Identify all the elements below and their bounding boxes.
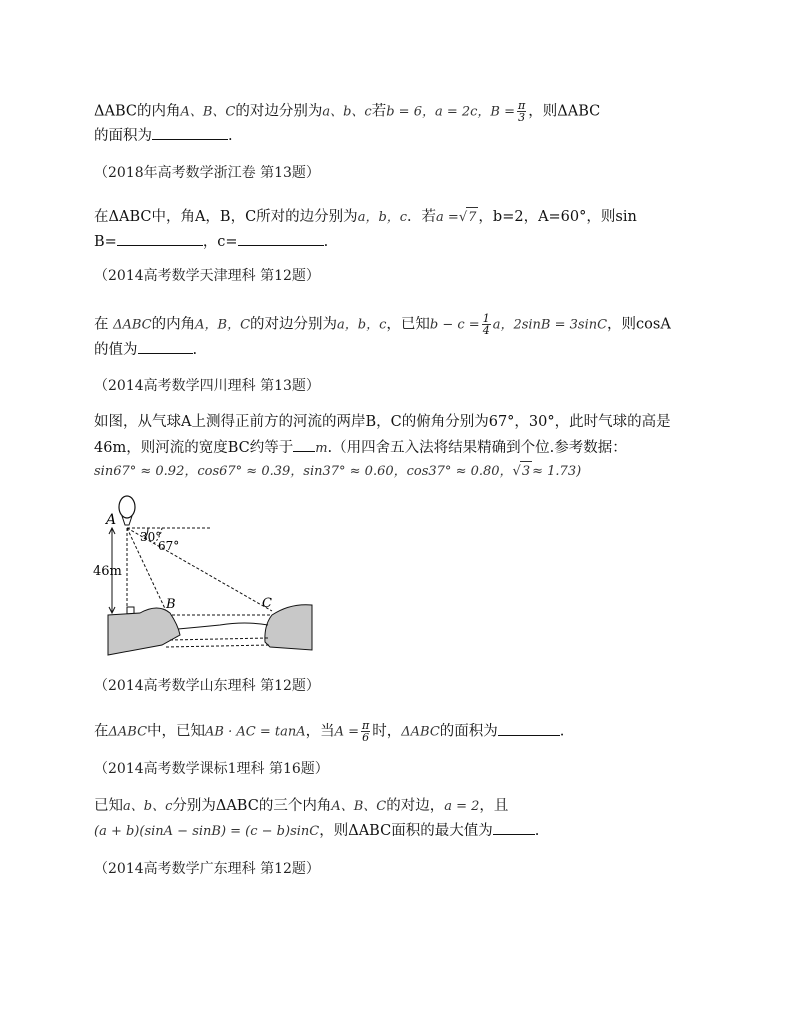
q1-frac-den: 3 <box>518 111 526 124</box>
q4-reference-data-2: ≈ 1.73) <box>532 464 582 479</box>
q1-source: （2018年高考数学浙江卷 第13题） <box>94 165 320 181</box>
q5-text3: ，当 <box>305 723 335 740</box>
q4-text: 46m，则河流的宽度BC约等于 <box>94 440 294 456</box>
label-angle-67: 67° <box>158 539 180 553</box>
q5-text5: 的面积为 <box>439 723 498 740</box>
q3-period: . <box>192 342 198 358</box>
q2-answer-blank-2[interactable] <box>238 231 324 246</box>
q6-source: （2014高考数学广东理科 第12题） <box>94 861 320 877</box>
q3-frac-num: 1 <box>482 312 490 325</box>
q6-period: . <box>534 823 540 839</box>
q4-unit: m <box>315 441 328 456</box>
q2-sqrt-sign: √ <box>458 210 468 225</box>
q6-text3: 的对边， <box>386 798 445 814</box>
q3-triangle: ΔABC <box>113 317 152 333</box>
label-height: 46m <box>93 564 122 579</box>
q5-answer-blank[interactable] <box>498 721 560 736</box>
q3-text6: 的值为 <box>94 342 138 358</box>
q5-frac-den: 6 <box>362 731 370 744</box>
balloon-river-figure <box>93 495 315 660</box>
q5-text4: 时， <box>372 723 402 740</box>
q5-triangle: ΔABC <box>108 724 148 740</box>
q1-text3: 若 <box>371 103 387 120</box>
river-line-1 <box>170 638 268 640</box>
left-bank <box>108 608 180 655</box>
q3-fraction <box>482 313 491 336</box>
q5-period: . <box>559 723 565 740</box>
label-a: A <box>106 512 117 528</box>
q1-answer-blank[interactable] <box>152 125 228 140</box>
q6-text: 已知 <box>94 798 123 814</box>
q3-text4: ，已知 <box>386 316 430 333</box>
q2-source: （2014高考数学天津理科 第12题） <box>94 268 320 284</box>
q3-math2: a，2sinB = 3sinC <box>492 317 608 333</box>
q1-line2 <box>94 125 714 146</box>
q1-vars: A、B、C <box>180 104 236 120</box>
q2-text4: B= <box>94 234 117 250</box>
q3-text5: ，则cosA <box>607 316 671 333</box>
q1-math: b = 6，a = 2c，B = <box>386 104 516 120</box>
q3-answer-blank[interactable] <box>138 339 193 354</box>
right-bank <box>265 605 312 650</box>
q5-fraction <box>361 720 370 743</box>
balloon-icon <box>119 496 135 518</box>
q3-sides: a，b，c <box>337 317 387 333</box>
q5-triangle-2: ΔABC <box>401 724 440 740</box>
q4-source: （2014高考数学山东理科 第12题） <box>94 678 320 694</box>
q6-math2: (a + b)(sinA − sinB) = (c − b)sinC <box>94 824 320 839</box>
q6-answer-blank[interactable] <box>493 820 535 835</box>
q1-text: ΔABC的内角 <box>94 103 181 120</box>
q2-line2 <box>94 231 714 252</box>
q4-reference-data: sin67° ≈ 0.92，cos67° ≈ 0.39，sin37° ≈ 0.60，cos37° ≈ 0.80， <box>94 464 513 479</box>
q1-fraction <box>517 100 526 123</box>
q1-sides: a、b、c <box>322 104 372 120</box>
q6-text4: ，且 <box>479 798 509 814</box>
q5-text: 在 <box>94 723 109 740</box>
label-c: C <box>262 596 272 611</box>
q2-line1 <box>94 207 714 228</box>
q4-sqrt-value: 3 <box>520 461 532 482</box>
q2-text2: ．若 <box>407 209 437 225</box>
q3-math1: b − c = <box>429 317 480 333</box>
q2-text: 在ΔABC中，角A，B，C所对的边分别为 <box>94 209 358 225</box>
q4-answer-blank[interactable] <box>293 437 315 452</box>
q2-period: . <box>323 234 329 250</box>
q2-text3: ，b=2，A=60°，则sin <box>478 209 637 225</box>
river-surface <box>178 623 268 629</box>
q2-sqrt-value: 7 <box>466 207 478 228</box>
q1-period: . <box>228 128 233 144</box>
q3-line1 <box>94 313 714 336</box>
q5-line1 <box>94 720 714 743</box>
q3-vars: A，B，C <box>195 317 251 333</box>
q1-frac-num: π <box>518 99 526 112</box>
q4-text2: .（用四舍五入法将结果精确到个位.参考数据： <box>327 440 627 456</box>
q5-source: （2014高考数学课标1理科 第16题） <box>94 761 329 777</box>
q6-sides: a、b、c <box>123 799 173 814</box>
river-line-2 <box>166 645 270 647</box>
q4-line1: 如图，从气球A上测得正前方的河流的两岸B，C的俯角分别为67°，30°，此时气球的高是 <box>94 414 671 430</box>
q4-sqrt-sign: √ <box>512 464 521 479</box>
q3-frac-den: 4 <box>482 324 490 337</box>
label-angle-30: 30° <box>140 530 162 544</box>
q3-text: 在 <box>94 316 114 333</box>
q2-text5: ，c= <box>202 234 238 250</box>
q6-line2 <box>94 820 714 842</box>
q1-text5: 的面积为 <box>94 128 152 144</box>
q6-line1 <box>94 796 714 817</box>
q2-math: a = <box>436 210 459 225</box>
q1-line1 <box>94 100 714 123</box>
q5-math2: A = <box>334 724 360 740</box>
q3-text2: 的内角 <box>151 316 196 333</box>
q6-vars: A、B、C <box>331 799 387 814</box>
q1-text4: ，则ΔABC <box>528 103 601 120</box>
q5-text2: 中，已知 <box>147 723 206 740</box>
q6-text5: ，则ΔABC面积的最大值为 <box>319 823 493 839</box>
q6-math: a = 2 <box>444 799 480 814</box>
q2-sides: a，b，c <box>357 210 408 225</box>
q1-text2: 的对边分别为 <box>235 103 323 120</box>
q5-frac-num: π <box>362 719 370 732</box>
q5-math: AB · AC = tanA <box>205 724 306 740</box>
q3-source: （2014高考数学四川理科 第13题） <box>94 378 320 394</box>
q4-line2 <box>94 437 714 459</box>
q6-text2: 分别为ΔABC的三个内角 <box>172 798 332 814</box>
q2-answer-blank-1[interactable] <box>117 231 203 246</box>
q3-text3: 的对边分别为 <box>250 316 338 333</box>
q4-line3 <box>94 461 714 482</box>
q3-line2 <box>94 339 714 360</box>
label-b: B <box>166 597 176 612</box>
